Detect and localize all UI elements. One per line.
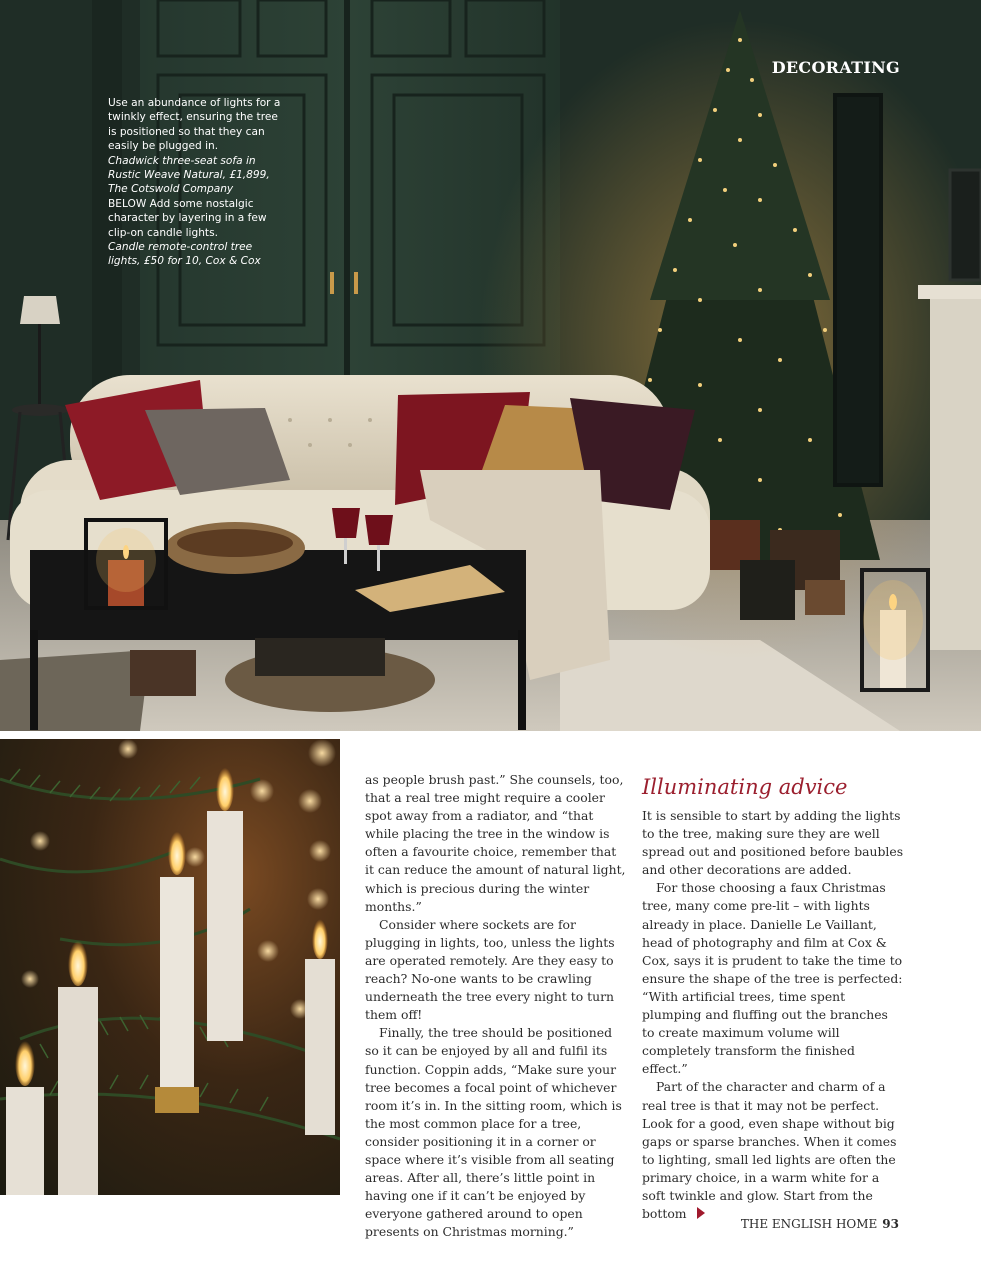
candle-far-left [6,1036,44,1195]
page-footer [741,1217,899,1231]
paragraph: It is sensible to start by adding the lights to the tree, making sure they are well spread out and positioned before baubles and other decorations are added. [642,808,904,878]
candle-illustration [0,739,340,1195]
paragraph: Finally, the tree should be positioned so it can be enjoyed by all and fulfil its function. Coppin adds, “Make sure your tree becomes a focal point of whichever room it’s in. In the sitting room, which is the most common place for a tree, consider positioning it in a corner or space where it’s visible from all seating areas. After all, there’s little point in having one if it can’t be enjoyed by everyone gathered around to open presents on Christmas morning.” [365,1025,622,1240]
paragraph: as people brush past.” She counsels, too, that a real tree might require a cooler spot away from a radiator, and “that while placing the tree in the window is often a favourite choice, remember that it can reduce the amount of natural light, which is precious during the winter months.” [365,772,626,914]
candle-left [58,936,98,1195]
paragraph: Part of the character and charm of a real tree is that it may not be perfect. Look for a good, even shape without big gaps or sparse branches. When it comes to lighting, small led lights are often the primary choice, in a warm white for a soft twinkle and glow. Start from the bottom [642,1079,897,1222]
candle-tall [207,763,243,1041]
article-column-1 [365,771,627,1241]
article-column-2 [642,807,904,1223]
page-number: 93 [882,1217,899,1231]
section-tag: DECORATING [771,58,900,77]
caption-credit-sofa: Chadwick three-seat sofa in Rustic Weave Natural, £1,899, The Cotswold Company [108,154,270,196]
section-heading: Illuminating advice [642,775,848,799]
continue-arrow-icon [697,1207,705,1219]
paragraph: Consider where sockets are for plugging in lights, too, unless the lights are operated remotely. Are they easy to reach? No-one wants to be crawling underneath the tree every night to turn them off! [365,916,615,1023]
candle-center [155,827,199,1113]
photo-caption [108,96,284,269]
magazine-name: THE ENGLISH HOME [740,1217,878,1231]
candle-lights-photo [0,739,340,1195]
caption-main: Use an abundance of lights for a twinkly effect, ensuring the tree is positioned so that they can easily be plugged in. [108,97,281,153]
candle-right [305,915,335,1135]
paragraph: For those choosing a faux Christmas tree, many come pre-lit – with lights already in place. Danielle Le Vaillant, head of photography and film at Cox & Cox, says it is prudent to take the time to ensure the shape of the tree is perfected: “With artificial trees, time spent plumping and fluffing out the branches to create maximum volume will completely transform the finished effect.” [642,880,903,1077]
caption-below: BELOW Add some nostalgic character by layering in a few clip-on candle lights. [108,197,267,239]
caption-credit-lights: Candle remote-control tree lights, £50 for 10, Cox & Cox [108,241,261,268]
